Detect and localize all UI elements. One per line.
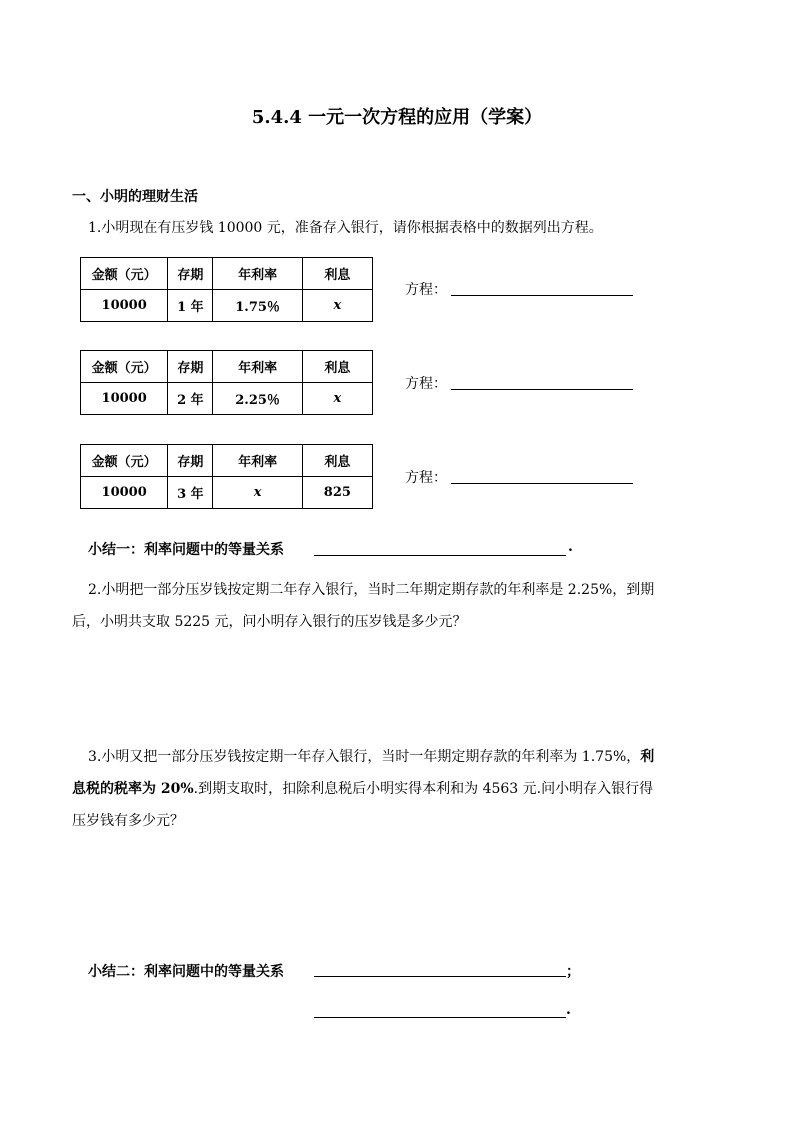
summary-2-semicolon: ； bbox=[566, 964, 580, 980]
equation-label-3: 方程： bbox=[405, 470, 447, 486]
cell-amount: 10000 bbox=[81, 477, 168, 509]
header-term: 存期 bbox=[168, 445, 213, 477]
page-title: 5.4.4 一元一次方程的应用（学案） bbox=[251, 107, 543, 128]
cell-interest: x bbox=[302, 290, 372, 322]
question-2 bbox=[72, 574, 722, 638]
answer-line-1[interactable] bbox=[451, 295, 633, 296]
header-amount: 金额（元） bbox=[81, 258, 168, 290]
header-interest: 利息 bbox=[302, 445, 372, 477]
question-1: 1.小明现在有压岁钱 10000 元，准备存入银行，请你根据表格中的数据列出方程。 bbox=[88, 220, 603, 236]
cell-amount: 10000 bbox=[81, 383, 168, 415]
answer-line-3[interactable] bbox=[451, 483, 633, 484]
header-amount: 金额（元） bbox=[81, 445, 168, 477]
summary-1-label: 小结一：利率问题中的等量关系 bbox=[88, 542, 284, 558]
section-heading: 一、小明的理财生活 bbox=[72, 189, 198, 205]
question-2-line-1: 2.小明把一部分压岁钱按定期二年存入银行，当时二年期定期存款的年利率是 2.25%，到期 bbox=[88, 582, 655, 598]
summary-2-label: 小结二：利率问题中的等量关系 bbox=[88, 964, 284, 980]
question-3-text-b: .到期支取时，扣除利息税后小明实得本利和为 4563 元.问小明存入银行得 bbox=[193, 781, 654, 797]
header-term: 存期 bbox=[168, 351, 213, 383]
question-3-bold-b: 息税的税率为 20% bbox=[72, 781, 194, 797]
cell-interest: 825 bbox=[302, 477, 372, 509]
summary-2-line-2[interactable] bbox=[314, 1017, 566, 1018]
header-interest: 利息 bbox=[302, 351, 372, 383]
equation-label-2: 方程： bbox=[405, 376, 447, 392]
question-2-line-2: 后，小明共支取 5225 元，问小明存入银行的压岁钱是多少元？ bbox=[72, 614, 467, 630]
summary-1-period: . bbox=[568, 539, 573, 555]
cell-term: 1 年 bbox=[168, 290, 213, 322]
summary-2-period: . bbox=[566, 1002, 571, 1018]
header-interest: 利息 bbox=[302, 258, 372, 290]
cell-interest: x bbox=[302, 383, 372, 415]
header-rate: 年利率 bbox=[213, 445, 302, 477]
header-amount: 金额（元） bbox=[81, 351, 168, 383]
question-3-text-a: 3.小明又把一部分压岁钱按定期一年存入银行，当时一年期定期存款的年利率为 1.75%， bbox=[88, 749, 641, 765]
cell-term: 3 年 bbox=[168, 477, 213, 509]
question-3-bold-a: 利 bbox=[640, 749, 655, 765]
answer-line-2[interactable] bbox=[451, 389, 633, 390]
question-3-line-1 bbox=[72, 741, 722, 773]
header-rate: 年利率 bbox=[213, 258, 302, 290]
equation-label-1: 方程： bbox=[405, 282, 447, 298]
cell-rate: x bbox=[213, 477, 302, 509]
question-3 bbox=[72, 741, 722, 837]
summary-1-line[interactable] bbox=[314, 555, 566, 556]
question-3-line-3: 压岁钱有多少元？ bbox=[72, 813, 184, 829]
data-table-1 bbox=[80, 257, 373, 322]
cell-rate: 2.25％ bbox=[213, 383, 302, 415]
cell-rate: 1.75％ bbox=[213, 290, 302, 322]
header-rate: 年利率 bbox=[213, 351, 302, 383]
data-table-3 bbox=[80, 444, 373, 509]
question-3-line-2 bbox=[72, 773, 722, 805]
data-table-2 bbox=[80, 350, 373, 415]
header-term: 存期 bbox=[168, 258, 213, 290]
cell-amount: 10000 bbox=[81, 290, 168, 322]
cell-term: 2 年 bbox=[168, 383, 213, 415]
summary-2-line-1[interactable] bbox=[314, 976, 566, 977]
